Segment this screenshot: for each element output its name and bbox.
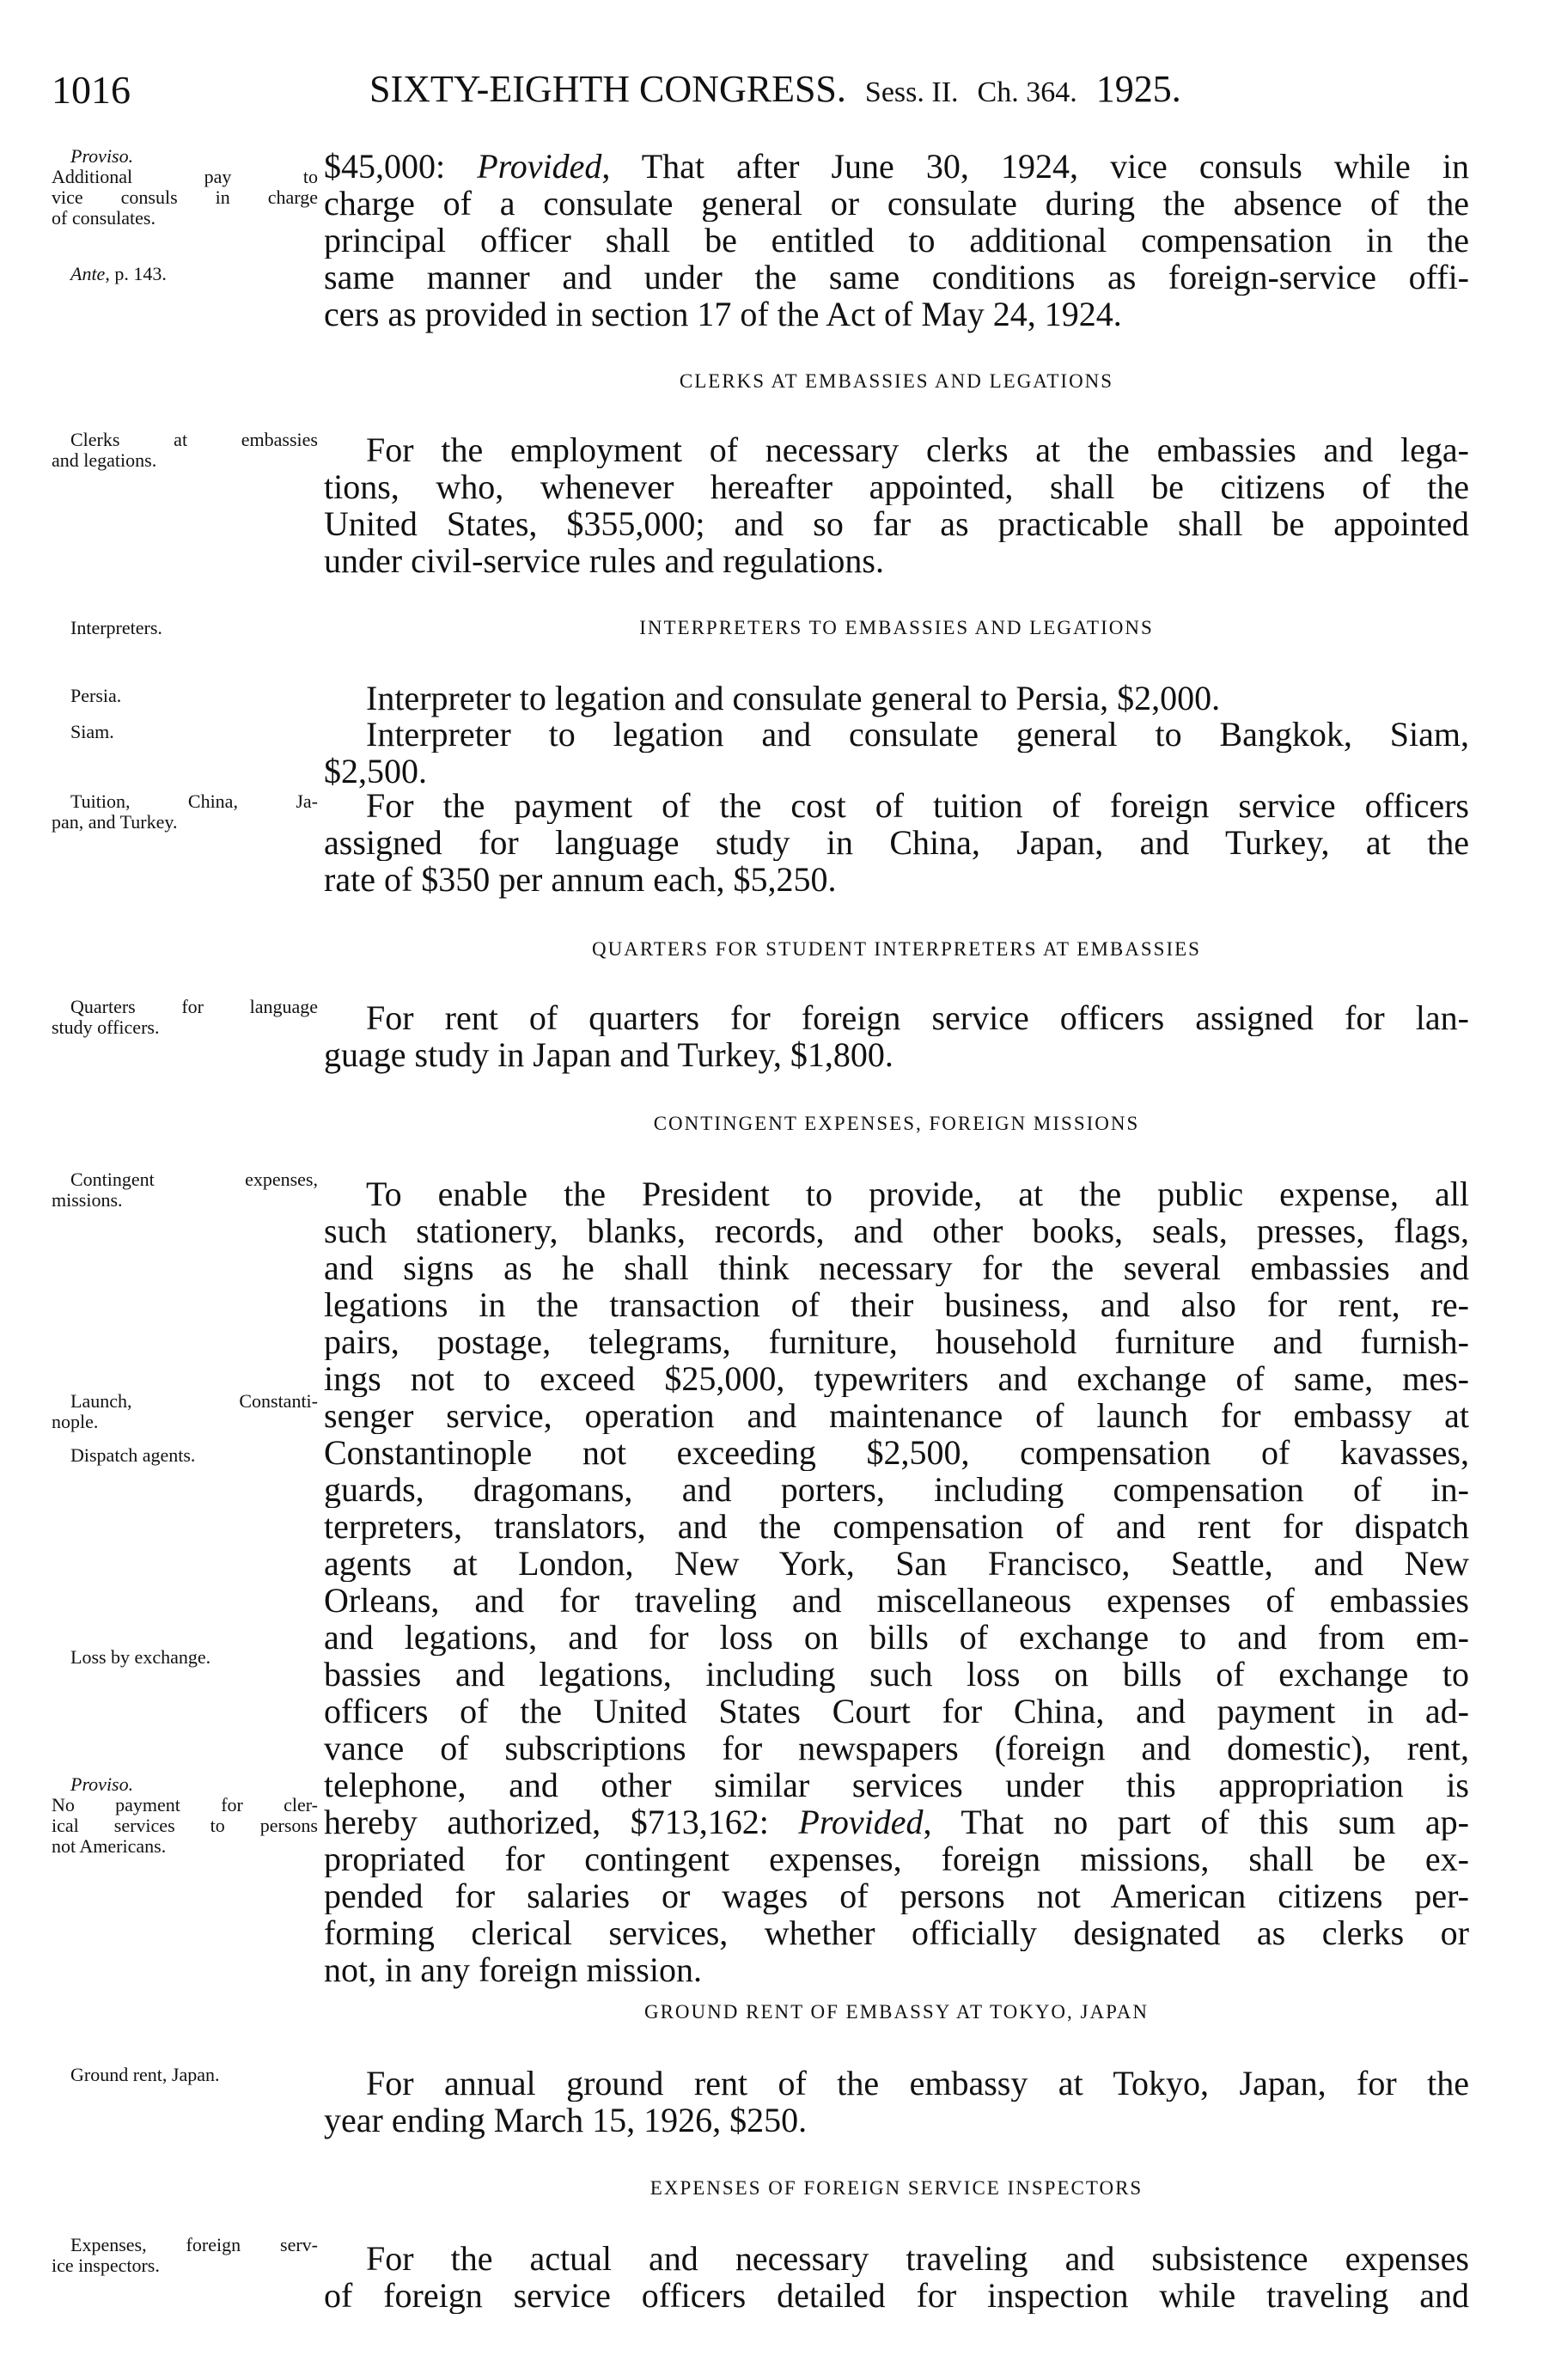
margin-note-launch	[52, 1391, 318, 1432]
text-line: Proviso.	[70, 1774, 134, 1795]
text-line: For the actual and necessary traveling and subsistence expenses	[366, 2240, 1469, 2277]
text-line: rate of $350 per annum each, $5,250.	[324, 860, 837, 899]
text-line: ical services to persons	[52, 1816, 318, 1836]
text-line: cers as provided in section 17 of the Act of May 24, 1924.	[324, 295, 1122, 333]
text-line: For the employment of necessary clerks at the embassies and lega-	[366, 431, 1469, 468]
margin-note-inspectors	[52, 2235, 318, 2276]
page-number: 1016	[52, 68, 131, 112]
text-line: Ante, p. 143.	[70, 263, 167, 284]
session: Sess. II.	[864, 76, 959, 108]
margin-note-siam	[52, 722, 318, 742]
margin-note-proviso	[52, 146, 318, 229]
paragraph-tuition	[324, 787, 1469, 898]
text-line: tions, who, whenever hereafter appointed, shall be citizens of the	[324, 468, 1469, 505]
text-line: bassies and legations, including such loss on bills of exchange to	[324, 1656, 1469, 1693]
heading-clerks: CLERKS AT EMBASSIES AND LEGATIONS	[679, 370, 1114, 392]
text-line: ings not to exceed $25,000, typewriters and exchange of same, mes-	[324, 1360, 1469, 1397]
margin-note-interpreters	[52, 618, 318, 638]
text-line: vance of subscriptions for newspapers (foreign and domestic), rent,	[324, 1730, 1469, 1767]
text-line: No payment for cler-	[52, 1795, 318, 1816]
text-line: not Americans.	[52, 1835, 167, 1857]
text-line: Interpreters.	[70, 617, 162, 638]
text-line: of foreign service officers detailed for inspection while traveling and	[324, 2277, 1469, 2314]
running-head	[369, 67, 1471, 111]
text-line: $2,500.	[324, 752, 427, 790]
text-line: and legations, and for loss on bills of exchange to and from em-	[324, 1619, 1469, 1656]
paragraph-quarters	[324, 999, 1469, 1073]
paragraph-ground-rent	[324, 2065, 1469, 2139]
text-line: Expenses, foreign serv-	[70, 2235, 318, 2255]
margin-note-ante	[52, 264, 318, 284]
text-line: missions.	[52, 1189, 123, 1211]
text-line: Constantinople not exceeding $2,500, compensation of kavasses,	[324, 1434, 1469, 1471]
text-line: Interpreter to legation and consulate general to Bangkok, Siam,	[366, 716, 1469, 753]
text-line: To enable the President to provide, at the public expense, all	[366, 1175, 1469, 1212]
text-line: guards, dragomans, and porters, including compensation of in-	[324, 1471, 1469, 1508]
heading-inspectors: EXPENSES OF FOREIGN SERVICE INSPECTORS	[650, 2177, 1144, 2199]
margin-note-clerks	[52, 430, 318, 471]
text-line: charge of a consulate general or consulate during the absence of the	[324, 185, 1469, 222]
congress-title: SIXTY-EIGHTH CONGRESS.	[369, 68, 846, 110]
text-line: assigned for language study in China, Japan, and Turkey, at the	[324, 824, 1469, 861]
text-line: and signs as he shall think necessary for the several embassies and	[324, 1249, 1469, 1286]
margin-note-tuition	[52, 791, 318, 833]
text-line: telephone, and other similar services under this appropriation is	[324, 1767, 1469, 1803]
text-line: United States, $355,000; and so far as practicable shall be appointed	[324, 505, 1469, 542]
margin-note-persia	[52, 686, 318, 706]
text-line: $45,000: Provided, That after June 30, 1924, vice consuls while in	[324, 148, 1469, 185]
margin-note-contingent	[52, 1169, 318, 1211]
text-line: For rent of quarters for foreign service officers assigned for lan-	[366, 999, 1469, 1036]
text-line: Persia.	[70, 685, 122, 706]
text-line: guage study in Japan and Turkey, $1,800.	[324, 1035, 893, 1074]
margin-note-loss	[52, 1647, 318, 1668]
text-line: Proviso.	[70, 146, 134, 167]
text-line: vice consuls in charge	[52, 187, 318, 208]
text-line: pairs, postage, telegrams, furniture, household furniture and furnish-	[324, 1323, 1469, 1360]
paragraph-siam	[324, 716, 1469, 790]
text-line: Siam.	[70, 721, 114, 742]
year: 1925.	[1095, 68, 1181, 110]
text-line: forming clerical services, whether officially designated as clerks or	[324, 1914, 1469, 1951]
text-line: agents at London, New York, San Francisco, Seattle, and New	[324, 1545, 1469, 1582]
paragraph-inspectors	[324, 2240, 1469, 2314]
heading-interpreters: INTERPRETERS TO EMBASSIES AND LEGATIONS	[639, 617, 1154, 638]
heading-quarters: QUARTERS FOR STUDENT INTERPRETERS AT EMBASSIES	[592, 938, 1201, 960]
text-line: Tuition, China, Ja-	[70, 791, 318, 812]
margin-note-proviso-2	[52, 1774, 318, 1857]
text-line: year ending March 15, 1926, $250.	[324, 2101, 808, 2139]
chapter: Ch. 364.	[977, 76, 1077, 108]
text-line: and legations.	[52, 449, 157, 471]
text-line: Dispatch agents.	[70, 1444, 196, 1466]
text-line: Loss by exchange.	[70, 1646, 211, 1668]
text-line: of consulates.	[52, 207, 156, 229]
text-line: under civil-service rules and regulations.	[324, 541, 884, 580]
text-line: Contingent expenses,	[70, 1169, 318, 1190]
text-line: Launch, Constanti-	[70, 1391, 318, 1412]
text-line: not, in any foreign mission.	[324, 1950, 702, 1989]
margin-note-quarters	[52, 997, 318, 1038]
text-line: same manner and under the same conditions as foreign-service offi-	[324, 259, 1469, 296]
text-line: senger service, operation and maintenance of launch for embassy at	[324, 1397, 1469, 1434]
text-line: propriated for contingent expenses, foreign missions, shall be ex-	[324, 1840, 1469, 1877]
margin-note-ground-rent	[52, 2065, 318, 2085]
text-line: hereby authorized, $713,162: Provided, That no part of this sum ap-	[324, 1803, 1469, 1840]
text-line: For the payment of the cost of tuition of foreign service officers	[366, 787, 1469, 824]
margin-note-dispatch	[52, 1445, 318, 1466]
paragraph-contingent	[324, 1175, 1469, 1988]
heading-contingent: CONTINGENT EXPENSES, FOREIGN MISSIONS	[653, 1113, 1140, 1134]
text-line: such stationery, blanks, records, and other books, seals, presses, flags,	[324, 1212, 1469, 1249]
text-line: principal officer shall be entitled to additional compensation in the	[324, 222, 1469, 259]
text-line: officers of the United States Court for China, and payment in ad-	[324, 1693, 1469, 1730]
text-line: legations in the transaction of their business, and also for rent, re-	[324, 1286, 1469, 1323]
text-line: Ground rent, Japan.	[70, 2064, 220, 2085]
text-line: study officers.	[52, 1016, 160, 1038]
text-line: ice inspectors.	[52, 2255, 160, 2276]
text-line: For annual ground rent of the embassy at Tokyo, Japan, for the	[366, 2065, 1469, 2102]
text-line: Interpreter to legation and consulate general to Persia, $2,000.	[366, 679, 1221, 717]
text-line: pended for salaries or wages of persons not American citizens per-	[324, 1877, 1469, 1914]
text-line: Clerks at embassies	[70, 430, 318, 450]
paragraph-persia	[324, 680, 1469, 717]
text-line: terpreters, translators, and the compensation of and rent for dispatch	[324, 1508, 1469, 1545]
paragraph-vice-consuls	[324, 148, 1469, 333]
heading-ground-rent: GROUND RENT OF EMBASSY AT TOKYO, JAPAN	[643, 2001, 1149, 2023]
text-line: pan, and Turkey.	[52, 811, 178, 833]
paragraph-clerks	[324, 431, 1469, 579]
text-line: nople.	[52, 1411, 99, 1432]
text-line: Quarters for language	[70, 997, 318, 1017]
text-line: Orleans, and for traveling and miscellaneous expenses of embassies	[324, 1582, 1469, 1619]
text-line: Additional pay to	[52, 167, 318, 187]
